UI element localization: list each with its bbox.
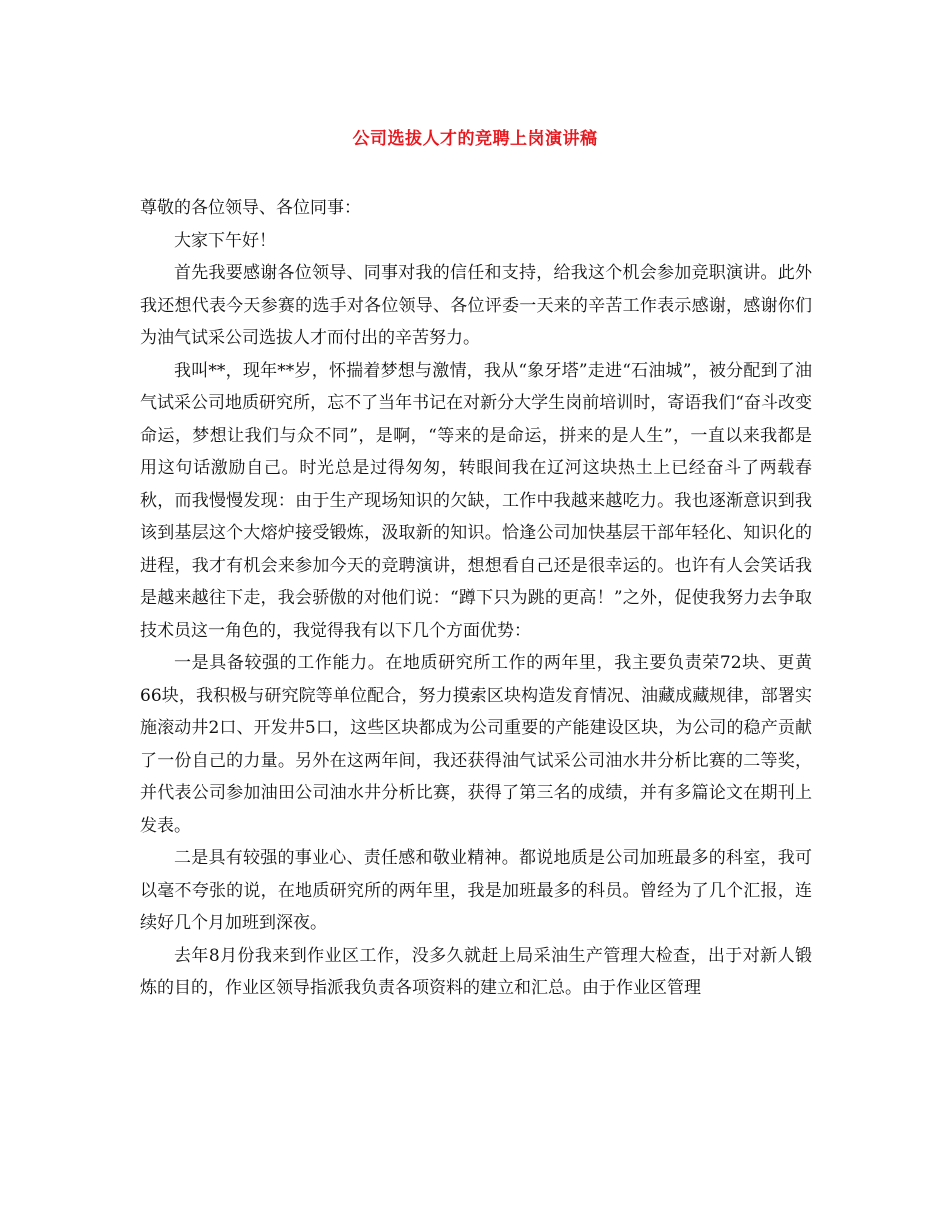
paragraph-advantage-one: 一是具备较强的工作能力。在地质研究所工作的两年里，我主要负责荣72块、更黄66块，我积极与研究院等单位配合，努力摸索区块构造发育情况、油藏成藏规律，部署实施滚动井2口、开发井5口，这些区块都成为公司重要的产能建设区块，为公司的稳产贡献了一份自己的力量。另外在这两年间，我还获得油气试采公司油水井分析比赛的二等奖，并代表公司参加油田公司油水井分析比赛，获得了第三名的成绩，并有多篇论文在期刊上发表。 — [140, 653, 812, 836]
paragraph-thanks: 首先我要感谢各位领导、同事对我的信任和支持，给我这个机会参加竞职演讲。此外我还想代表今天参赛的选手对各位领导、各位评委一天来的辛苦工作表示感谢，感谢你们为油气试采公司选拔人才而付出的辛苦努力。 — [140, 263, 812, 348]
greeting: 大家下午好！ — [174, 230, 276, 251]
document-body — [140, 192, 812, 1005]
paragraph-last-year: 去年8月份我来到作业区工作，没多久就赶上局采油生产管理大检查，出于对新人锻炼的目的，作业区领导指派我负责各项资料的建立和汇总。由于作业区管理 — [140, 945, 812, 998]
paragraph-advantage-two: 二是具有较强的事业心、责任感和敬业精神。都说地质是公司加班最多的科室，我可以毫不夸张的说，在地质研究所的两年里，我是加班最多的科员。曾经为了几个汇报，连续好几个月加班到深夜。 — [140, 848, 812, 933]
paragraph-introduction: 我叫**，现年**岁，怀揣着梦想与激情，我从“象牙塔”走进“石油城”，被分配到了油气试采公司地质研究所，忘不了当年书记在对新分大学生岗前培训时，寄语我们“奋斗改变命运，梦想让我们与众不同”，是啊，“等来的是命运，拼来的是人生”，一直以来我都是用这句话激励自己。时光总是过得匆匆，转眼间我在辽河这块热土上已经奋斗了两载春秋，而我慢慢发现：由于生产现场知识的欠缺，工作中我越来越吃力。我也逐渐意识到我该到基层这个大熔炉接受锻炼，汲取新的知识。恰逢公司加快基层干部年轻化、知识化的进程，我才有机会来参加今天的竞聘演讲，想想看自己还是很幸运的。也许有人会笑话我是越来越往下走，我会骄傲的对他们说：“蹲下只为跳的更高！”之外，促使我努力去争取技术员这一角色的，我觉得我有以下几个方面优势： — [140, 360, 812, 641]
document-title: 公司选拔人才的竞聘上岗演讲稿 — [352, 129, 598, 149]
salutation: 尊敬的各位领导、各位同事： — [140, 198, 361, 218]
